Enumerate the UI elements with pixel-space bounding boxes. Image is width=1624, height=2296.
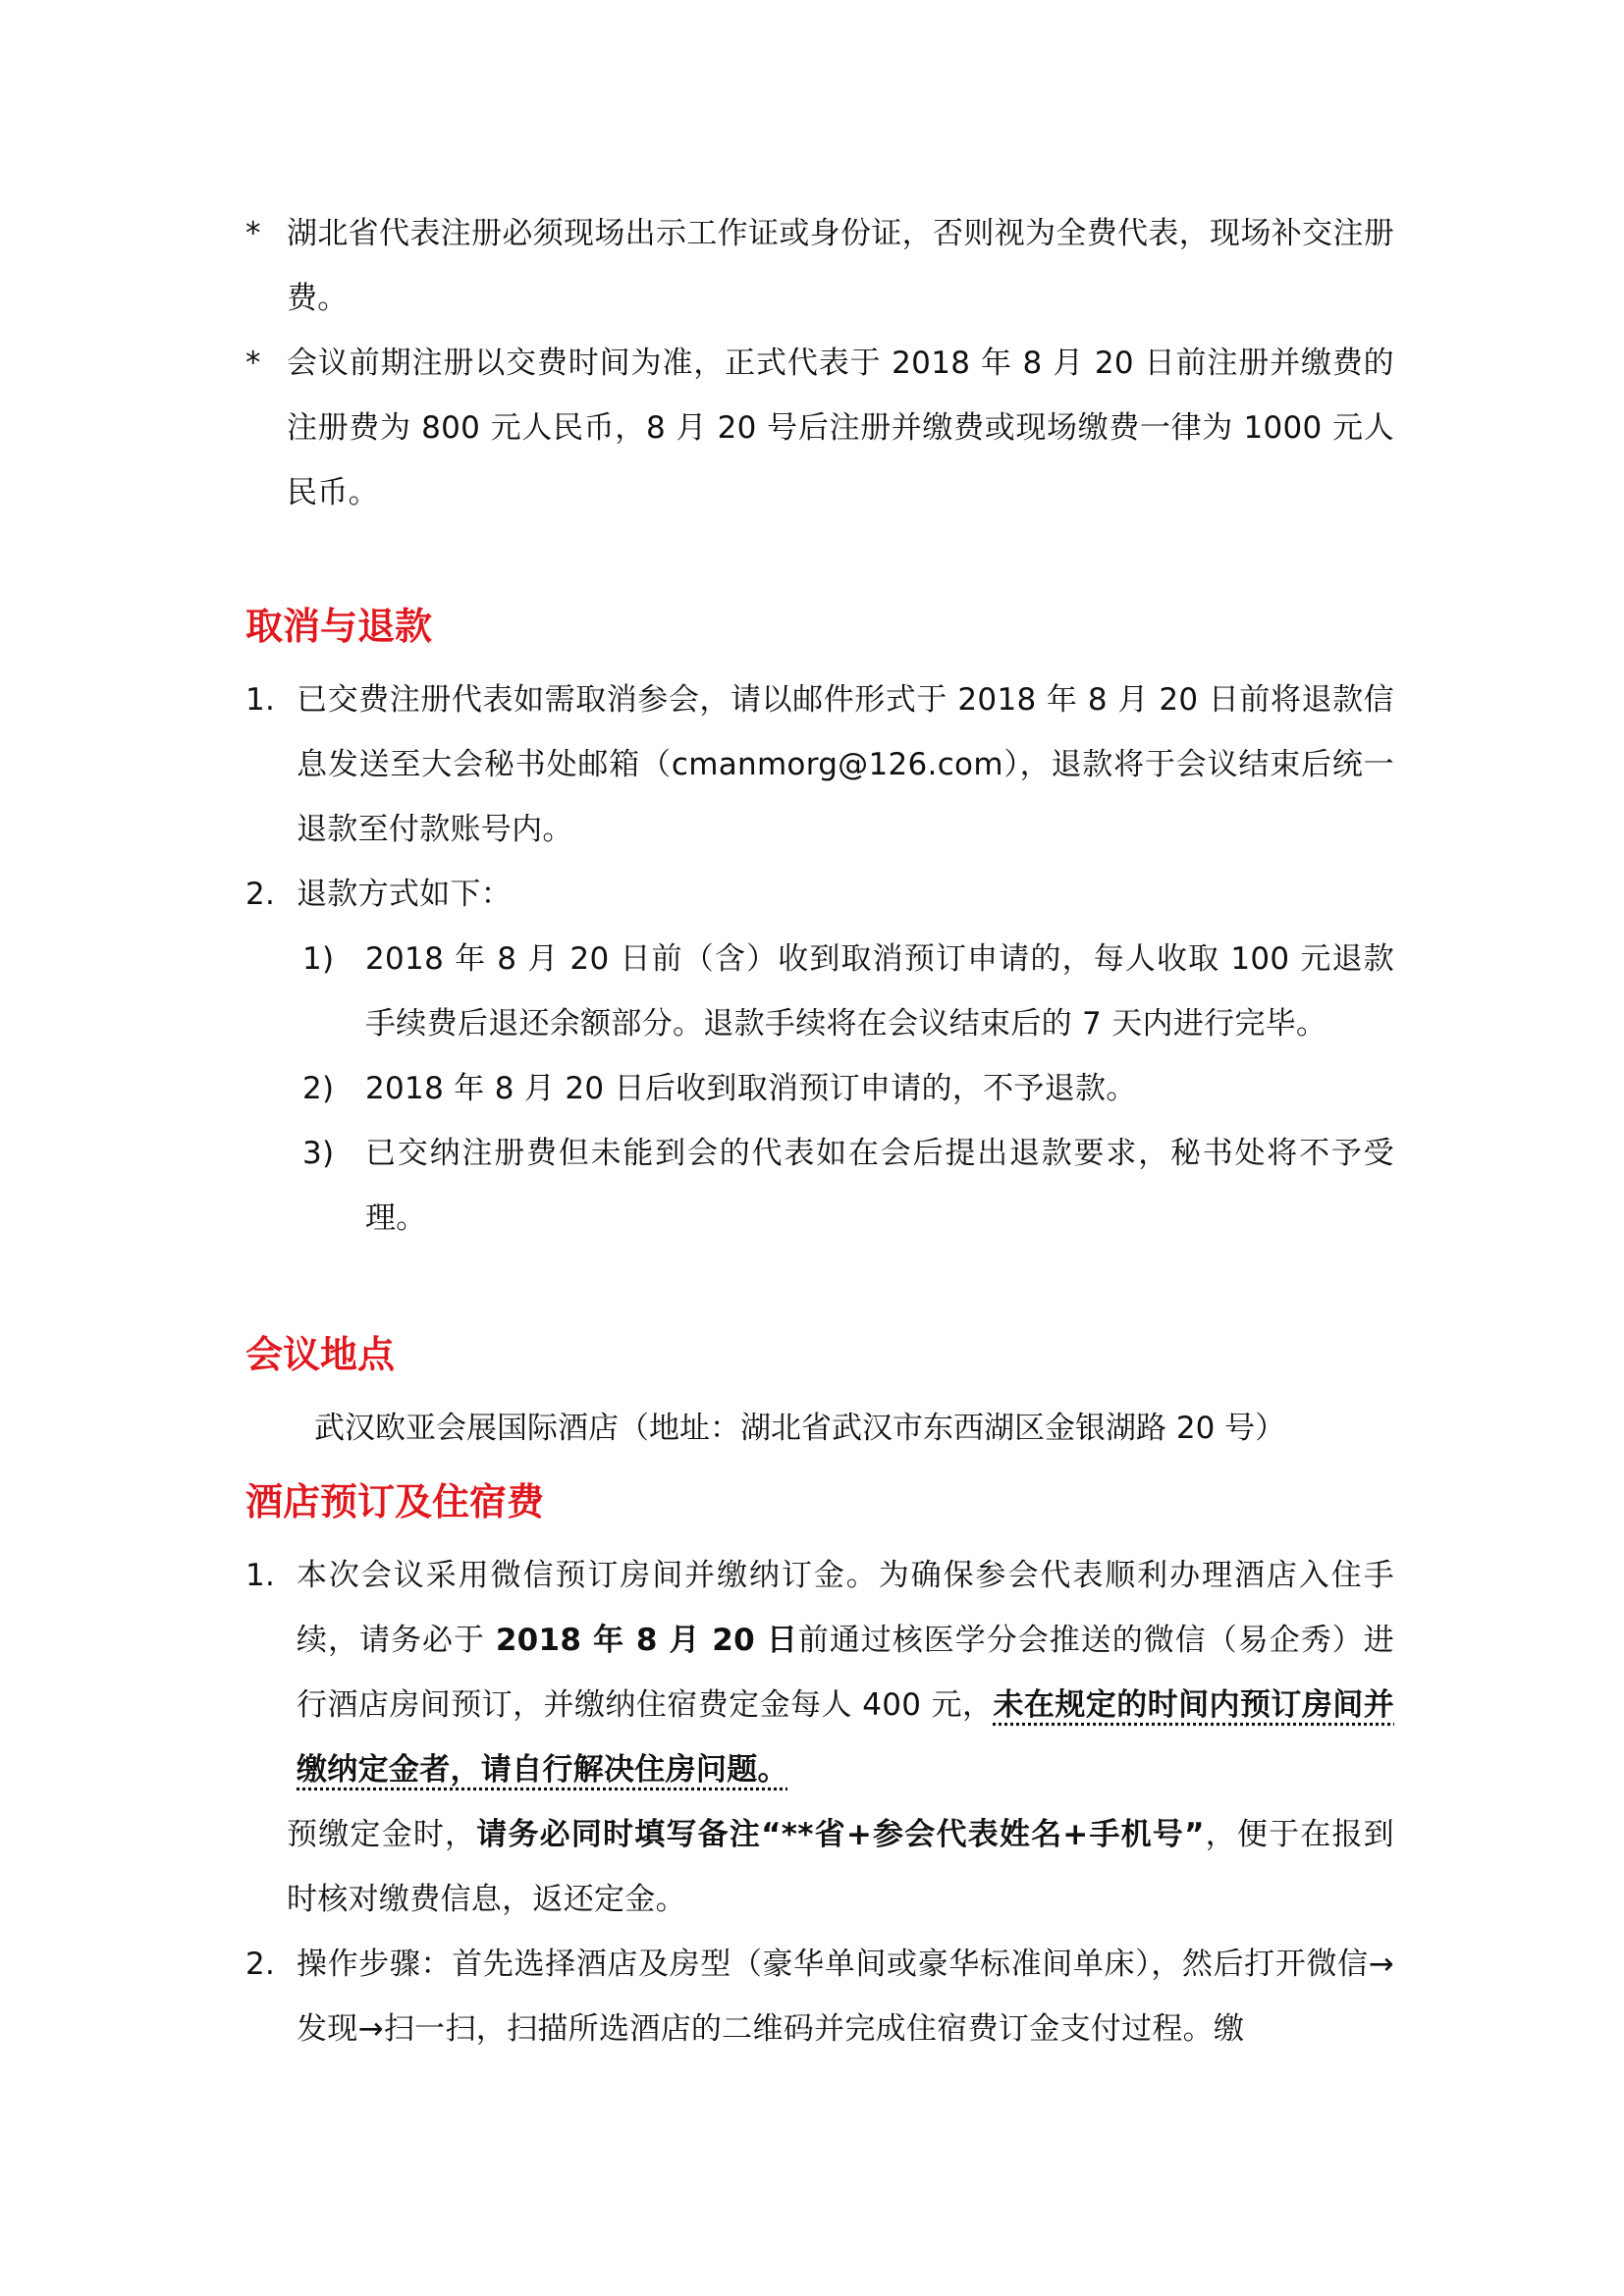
- list-marker: 1.: [245, 1558, 276, 1593]
- cancel-section: [245, 667, 1394, 1251]
- cancel-item-1: [245, 667, 1394, 862]
- list-marker: 2.: [245, 877, 276, 912]
- hotel-item-1-text-a: 本次会议采用微信预订房间并缴纳订金。为确保参会代表顺利办理酒店入住手续，请务必于: [297, 1558, 1394, 1658]
- note-text: 湖北省代表注册必须现场出示工作证或身份证，否则视为全费代表，现场补交注册费。: [287, 216, 1394, 316]
- hotel-item-2: [245, 1932, 1394, 2061]
- hotel-section: [245, 1543, 1394, 2061]
- note-marker: *: [245, 346, 261, 381]
- refund-sub-item-text: 2018 年 8 月 20 日前（含）收到取消预订申请的，每人收取 100 元退款手续费后退还余额部分。退款手续将在会议结束后的 7 天内进行完毕。: [365, 941, 1394, 1041]
- hotel-item-1-text-c: 前通过核医学分会推送的微信（易企秀）进行酒店房间预订，并缴纳住宿费定金每人 400 元，: [297, 1623, 1394, 1723]
- refund-sub-item-2: [245, 1056, 1394, 1121]
- deposit-note-c: ，便于在报到时核对缴费信息，返还定金。: [287, 1817, 1394, 1917]
- hotel-item-1: [245, 1543, 1394, 1802]
- refund-sub-item-text: 2018 年 8 月 20 日后收到取消预订申请的，不予退款。: [365, 1071, 1137, 1106]
- note-item: [245, 201, 1394, 331]
- list-marker: 2.: [245, 1947, 276, 1982]
- deposit-note-a: 预缴定金时，: [287, 1817, 477, 1852]
- refund-sub-item-3: [245, 1121, 1394, 1251]
- cancel-item-2: [245, 862, 1394, 927]
- sub-marker: 1): [302, 941, 335, 977]
- sub-marker: 2): [302, 1071, 335, 1106]
- note-item: [245, 331, 1394, 525]
- sub-marker: 3): [302, 1136, 335, 1171]
- note-text: 会议前期注册以交费时间为准，正式代表于 2018 年 8 月 20 日前注册并缴费的注册费为 800 元人民币，8 月 20 号后注册并缴费或现场缴费一律为 1000 元人民币。: [287, 346, 1394, 510]
- venue-text: 武汉欧亚会展国际酒店（地址：湖北省武汉市东西湖区金银湖路 20 号）: [314, 1411, 1286, 1446]
- refund-sub-item-text: 已交纳注册费但未能到会的代表如在会后提出退款要求，秘书处将不予受理。: [365, 1136, 1394, 1236]
- hotel-deadline: 2018 年 8 月 20 日: [495, 1623, 798, 1658]
- refund-sub-item-1: [245, 927, 1394, 1056]
- cancel-heading: 取消与退款: [245, 605, 433, 648]
- hotel-heading: 酒店预订及住宿费: [245, 1480, 545, 1523]
- notes-section: [245, 201, 1394, 525]
- list-marker: 1.: [245, 682, 276, 718]
- cancel-item-1-text: 已交费注册代表如需取消参会，请以邮件形式于 2018 年 8 月 20 日前将退款信息发送至大会秘书处邮箱（cmanmorg@126.com），退款将于会议结束后统一退款至付款账号内。: [297, 682, 1394, 847]
- hotel-item-2-text: 操作步骤：首先选择酒店及房型（豪华单间或豪华标准间单床），然后打开微信→发现→扫一扫，扫描所选酒店的二维码并完成住宿费订金支付过程。缴: [297, 1947, 1394, 2047]
- venue-heading: 会议地点: [245, 1333, 396, 1376]
- hotel-item-1-para-2: [245, 1802, 1394, 1932]
- deposit-remark-instruction: 请务必同时填写备注“**省+参会代表姓名+手机号”: [476, 1817, 1205, 1852]
- note-marker: *: [245, 216, 261, 251]
- hotel-warning: 未在规定的时间内预订房间并缴纳定金者，请自行解决住房问题。: [297, 1687, 1395, 1788]
- cancel-item-2-text: 退款方式如下：: [297, 877, 513, 912]
